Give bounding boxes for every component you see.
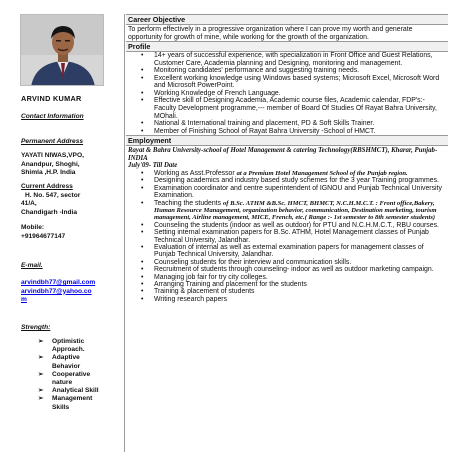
employment-item: • Working as Asst.Professor at a Premium Hotel Management School of the Punjab region. — [141, 169, 408, 177]
bullet-icon: • — [141, 273, 144, 281]
bullet-icon: • — [141, 89, 144, 97]
employment-item: • Writing research papers — [141, 295, 228, 303]
arrow-bullet-icon: ➢ — [38, 354, 44, 362]
email-link-gmail[interactable]: arvindbh77@gmail.com — [21, 279, 96, 286]
main-column — [126, 14, 448, 303]
bullet-icon: • — [141, 97, 144, 105]
bullet-icon: • — [141, 177, 144, 185]
employment-item: • Training & placement of students — [141, 288, 255, 296]
employment-item: • Arranging Training and placement for the students — [141, 281, 307, 289]
employment-item: • Managing job fair for try city colleges. — [141, 273, 268, 281]
arrow-bullet-icon: ➢ — [38, 387, 44, 395]
bullet-icon: • — [141, 244, 144, 252]
current-address-line: H. No. 547, sector — [25, 191, 81, 199]
profile-item: • Monitoring candidates' performance and suggesting training needs. — [141, 67, 360, 75]
profile-list — [126, 52, 448, 135]
profile-item: • Excellent working knowledge using Windows based systems; Microsoft Excel, Microsoft Word and Microsoft PowerPoint. — [141, 74, 440, 90]
candidate-name: ARVIND KUMAR — [21, 94, 82, 103]
email-link-yahoo-cont[interactable]: m — [21, 296, 27, 304]
bullet-icon: • — [141, 52, 144, 60]
arrow-bullet-icon: ➢ — [38, 338, 44, 345]
strength-item: ➢ Analytical Skill — [38, 387, 99, 395]
profile-item: • National & International training and placement, PD & Soft Skills Trainer. — [141, 120, 375, 128]
employment-item: • Designing academics and industry based study schemes for the 3 year Training programmes. — [141, 177, 439, 185]
mobile-value: +91964677147 — [21, 232, 66, 240]
bullet-icon: • — [141, 127, 144, 135]
profile-item: • 14+ years of successful experience, with specialization in Front Office and Guest Relations, Customer Care, Academia planning and Designing, monitoring and management. — [141, 52, 433, 67]
employment-item: • Examination coordinator and centre superintendent of IGNOU and Punjab Technical University Examination. — [141, 184, 442, 200]
email-heading: E-mail. — [21, 262, 43, 269]
employment-list — [126, 170, 448, 303]
employment-item: • Counseling the students (indoor as well as outdoor) for PTU and N.C.H.M.C.T., RBU courses. — [141, 221, 439, 229]
career-objective-text: To perform effectively in a progressive organization where I can prove my worth and generate opportunity for growth of mine, while working for the growth of the organization. — [128, 26, 413, 41]
profile-photo — [20, 14, 104, 86]
employment-item: • Setting internal examination papers for B.Sc. ATHM, Hotel Management classes of Punjab Technical University, Jalandhar. — [141, 229, 429, 244]
permanent-address-line: YAYATI NIWAS,VPO, — [21, 152, 84, 159]
sidebar — [16, 0, 122, 452]
arrow-bullet-icon: ➢ — [38, 370, 44, 378]
bullet-icon: • — [141, 229, 144, 237]
employment-item: • Counseling students for their interview and communication skills. — [141, 258, 352, 266]
bullet-icon: • — [141, 67, 144, 75]
bullet-icon: • — [141, 184, 144, 192]
bullet-icon: • — [141, 120, 144, 128]
employment-item: • Evaluation of internal as well as external examination papers for management classes of Punjab Technical University, Jalandhar. — [141, 244, 424, 259]
bullet-icon: • — [141, 281, 144, 289]
bullet-icon: • — [141, 74, 144, 82]
arrow-bullet-icon: ➢ — [38, 395, 44, 403]
strength-item: ➢ Optimistic Approach. — [38, 338, 85, 354]
bullet-icon: • — [141, 288, 144, 296]
profile-item: • Working Knowledge of French Language. — [141, 89, 281, 97]
person-photo-icon — [21, 15, 104, 86]
employment-item: • Teaching the students of B.Sc. ATHM &B.Sc. HMCT, BHMCT, N.C.H.M.C.T. : Front office,Bakery, Human Resource Management, organization behavior, communication, Destination marketing, tourism management, Airline management, MICE, French, etc.( Range :- 1st semester to 8th semester students) — [141, 199, 437, 222]
current-address-line: 41/A, — [21, 200, 37, 208]
email-link-yahoo[interactable]: arvindbh77@yahoo.co — [21, 287, 92, 295]
contact-heading: Contact Information — [21, 113, 84, 120]
bullet-icon: • — [141, 266, 144, 274]
bullet-icon: • — [141, 295, 144, 303]
strength-list — [38, 338, 99, 412]
bullet-icon: • — [141, 221, 144, 229]
employer-line: Rayat & Bahra University-school of Hotel Management & catering Technology(RBSHMCT), Kharar, Punjab-INDIA — [128, 147, 438, 162]
bullet-icon: • — [141, 199, 144, 207]
profile-item: • Member of Finishing School of Rayat Bahra University -School of HMCT. — [141, 127, 376, 135]
career-objective-heading: Career Objective — [126, 14, 448, 25]
profile-item: • Effective skill of Designing Academia, Academic course files, Academic calendar, FDP's:- Faculty Development programme,--- member of Board Of Studies Of Rayat Bahra University, MOhali. — [141, 97, 437, 120]
employment-heading: Employment — [126, 135, 448, 146]
employment-period: July'09- Till Date — [128, 162, 178, 170]
permanent-address-line: Anandpur, Shoghi, — [21, 160, 80, 168]
strength-item: ➢ Management Skills — [38, 395, 93, 411]
bullet-icon: • — [141, 169, 144, 177]
permanent-address-heading: Permanent Address — [21, 138, 84, 145]
strength-heading: Strength: — [21, 324, 51, 331]
strength-item: ➢ Adaptive Behavior — [38, 354, 81, 370]
strength-item: ➢ Cooperative nature — [38, 370, 91, 387]
employment-item: • Recruitment of students through counseling- indoor as well as outdoor marketing campaign. — [141, 266, 434, 274]
mobile-label: Mobile: — [21, 224, 45, 231]
bullet-icon: • — [141, 258, 144, 266]
current-address-heading: Current Address — [21, 183, 73, 190]
current-address-line: Chandigarh -India — [21, 208, 78, 216]
profile-heading: Profile — [126, 41, 448, 52]
permanent-address-line: Shimla ,H.P. India — [21, 169, 76, 177]
column-divider — [124, 14, 125, 452]
